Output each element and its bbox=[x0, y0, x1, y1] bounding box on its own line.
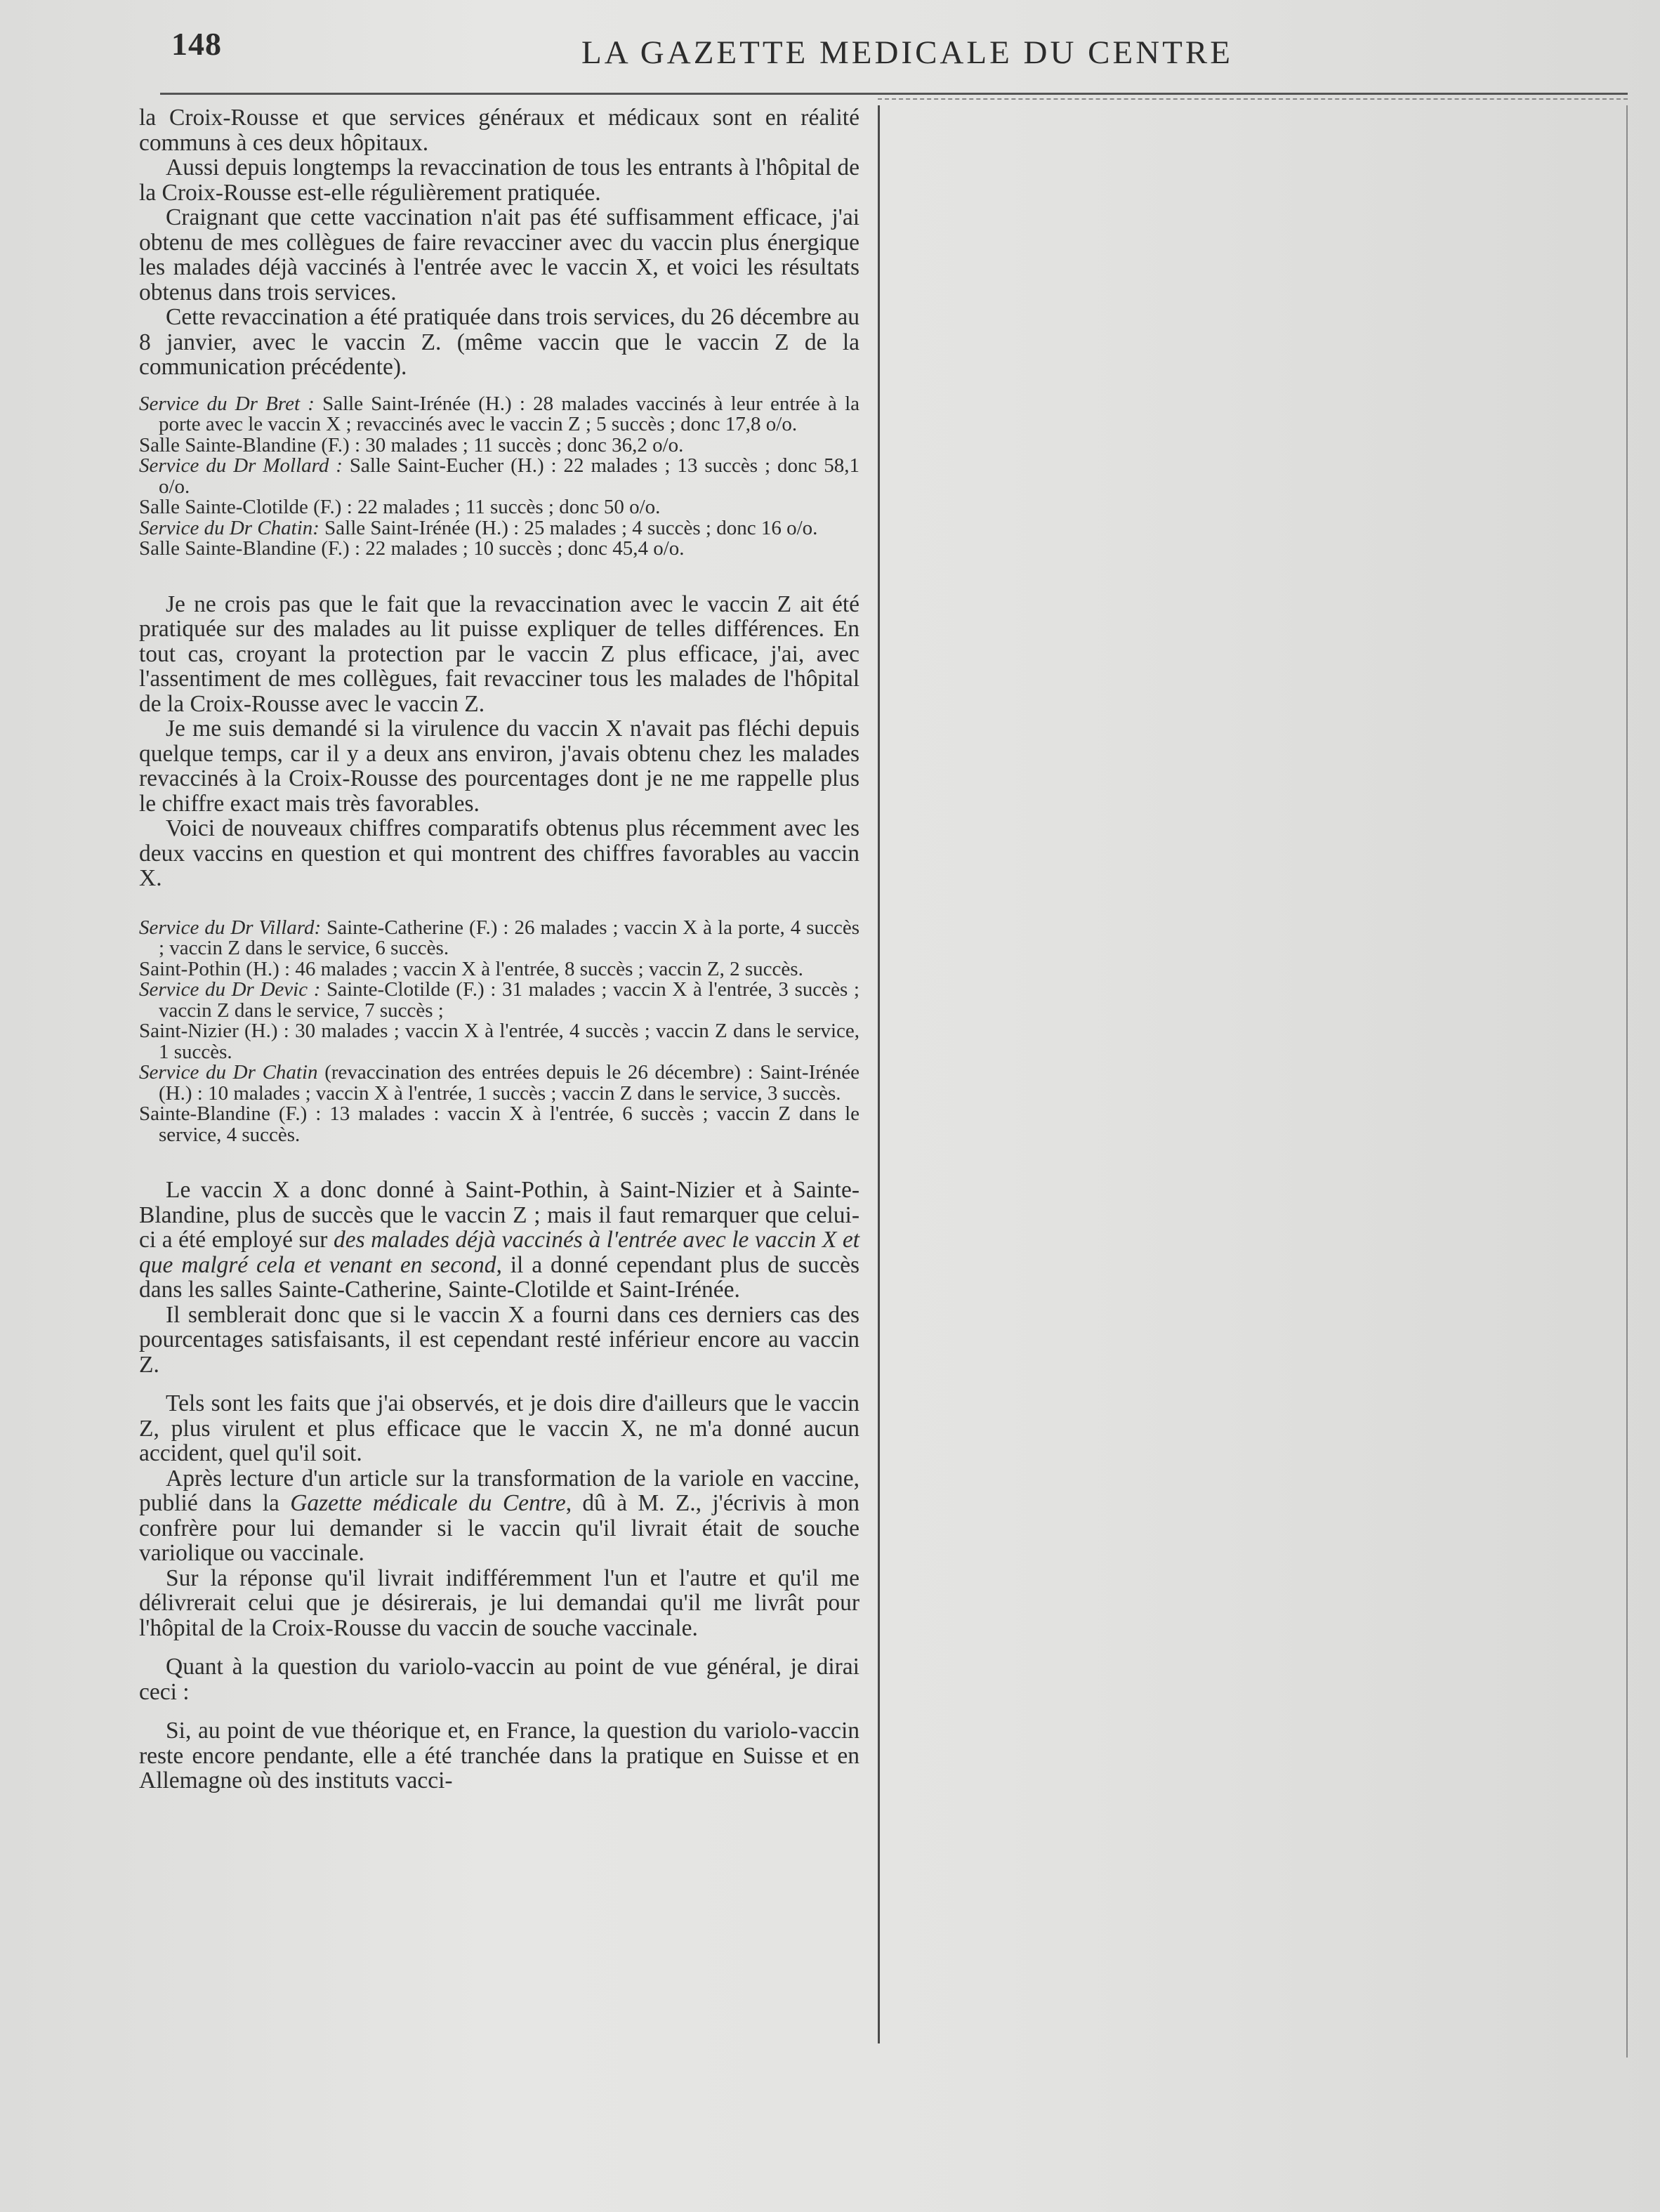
paragraph: Il semblerait donc que si le vaccin X a fourni dans ces derniers cas des pourcentages satisfaisants, il est cependant resté inférieur encore au vaccin Z. bbox=[139, 1301, 859, 1378]
result-item bbox=[139, 980, 859, 1021]
results-list-1 bbox=[139, 394, 859, 560]
paragraph: la Croix-Rousse et que services généraux et médicaux sont en réalité communs à ces deux hôpitaux. bbox=[139, 105, 859, 156]
paragraph: Craignant que cette vaccination n'ait pas été suffisamment efficace, j'ai obtenu de mes collègues de faire revacciner avec du vaccin plus énergique les malades déjà vaccinés à l'entrée avec le vaccin X, et voici les résultats obtenus dans trois services. bbox=[139, 204, 859, 305]
header-rule-dashed bbox=[878, 98, 1628, 100]
paragraph: Tels sont les faits que j'ai observés, et je dois dire d'ailleurs que le vaccin Z, plus virulent et plus efficace que le vaccin X, ne m'a donné aucun accident, quel qu'il soit. bbox=[139, 1390, 859, 1466]
result-item bbox=[139, 918, 859, 959]
text-run: Après lecture d'un article sur la transformation de la variole en vaccine, publié dans la bbox=[139, 1465, 859, 1516]
result-text: Salle Saint-Irénée (H.) : 28 malades vaccinés à leur entrée à la porte avec le vaccin X ; revaccinés avec le vaccin Z ; 5 succès ; donc 17,8 o/o. bbox=[159, 392, 859, 435]
text-run: il a donné cependant plus de succès dans les salles Sainte-Catherine, Sainte-Clotilde et Saint-Irénée. bbox=[139, 1251, 859, 1303]
column-rule bbox=[878, 105, 880, 2043]
result-text: Sainte-Catherine (F.) : 26 malades ; vaccin X à la porte, 4 succès ; vaccin Z dans le service, 6 succès. bbox=[159, 916, 859, 959]
result-item bbox=[139, 394, 859, 435]
service-label: Service du Dr Chatin: bbox=[139, 516, 320, 539]
results-list-2 bbox=[139, 918, 859, 1146]
journal-title: LA GAZETTE MEDICALE DU CENTRE bbox=[581, 34, 1233, 71]
running-header bbox=[160, 25, 1614, 74]
result-text: Saint-Nizier (H.) : 30 malades ; vaccin X à l'entrée, 4 succès ; vaccin Z dans le service, 1 succès. bbox=[139, 1020, 859, 1063]
result-item bbox=[139, 1104, 859, 1145]
service-label: Service du Dr Villard: bbox=[139, 916, 322, 939]
result-text: Sainte-Clotilde (F.) : 31 malades ; vaccin X à l'entrée, 3 succès ; vaccin Z dans le service, 7 succès ; bbox=[159, 978, 859, 1022]
paragraph: Je me suis demandé si la virulence du vaccin X n'avait pas fléchi depuis quelque temps, car il y a deux ans environ, j'avais obtenu chez les malades revaccinés à la Croix-Rousse des pourcentages dont je ne me rappelle plus le chiffre exact mais très favorables. bbox=[139, 716, 859, 817]
paragraph bbox=[139, 1178, 859, 1303]
service-label: Service du Dr Chatin bbox=[139, 1061, 318, 1084]
result-text: Salle Saint-Eucher (H.) : 22 malades ; 13 succès ; donc 58,1 o/o. bbox=[159, 454, 860, 498]
result-item bbox=[139, 1062, 859, 1104]
service-label: Service du Dr Mollard : bbox=[139, 454, 343, 477]
result-item bbox=[139, 497, 859, 518]
text-run: , dû à M. Z., j'écrivis à mon confrère pour lui demander si le vaccin qu'il livrait était de souche variolique ou vaccinale. bbox=[139, 1490, 859, 1566]
result-item bbox=[139, 456, 859, 497]
result-text: Saint-Pothin (H.) : 46 malades ; vaccin X à l'entrée, 8 succès ; vaccin Z, 2 succès. bbox=[139, 957, 803, 980]
result-item bbox=[139, 539, 859, 560]
page-number: 148 bbox=[171, 26, 222, 62]
header-rule bbox=[160, 93, 1628, 95]
service-label: Service du Dr Bret : bbox=[139, 392, 315, 415]
article-column bbox=[139, 105, 859, 1793]
result-item bbox=[139, 435, 859, 456]
result-item bbox=[139, 518, 859, 539]
result-text: Salle Sainte-Clotilde (F.) : 22 malades ; 11 succès ; donc 50 o/o. bbox=[139, 496, 661, 518]
paragraph: Sur la réponse qu'il livrait indifféremment l'un et l'autre et qu'il me délivrerait celui que je désirerais, je lui demandai qu'il me livrât pour l'hôpital de la Croix-Rousse du vaccin de souche vaccinale. bbox=[139, 1565, 859, 1641]
result-text: (revaccination des entrées depuis le 26 décembre) : Saint-Irénée (H.) : 10 malades ; vaccin X à l'entrée, 1 succès ; vaccin Z dans le service, 3 succès. bbox=[159, 1061, 860, 1105]
result-item bbox=[139, 1021, 859, 1062]
paragraph: Cette revaccination a été pratiquée dans trois services, du 26 décembre au 8 janvier, avec le vaccin Z. (même vaccin que le vaccin Z de la communication précédente). bbox=[139, 304, 859, 380]
text-run: Le vaccin X a donc donné à Saint-Pothin, à Saint-Nizier et à Sainte-Blandine, plus de succès que le vaccin Z ; mais il faut remarquer que celui-ci a été employé sur bbox=[139, 1177, 859, 1253]
paragraph: Si, au point de vue théorique et, en France, la question du variolo-vaccin reste encore pendante, elle a été tranchée dans la pratique en Suisse et en Allemagne où des instituts vacci- bbox=[139, 1718, 859, 1793]
service-label: Service du Dr Devic : bbox=[139, 978, 321, 1001]
paragraph: Je ne crois pas que le fait que la revaccination avec le vaccin Z ait été pratiquée sur des malades au lit puisse expliquer de telles différences. En tout cas, croyant la protection par le vaccin Z plus efficace, j'ai, avec l'assentiment de mes collègues, fait revacciner tous les malades de l'hôpital de la Croix-Rousse avec le vaccin Z. bbox=[139, 591, 859, 717]
result-item bbox=[139, 959, 859, 980]
paragraph: Voici de nouveaux chiffres comparatifs obtenus plus récemment avec les deux vaccins en question et qui montrent des chiffres favorables au vaccin X. bbox=[139, 815, 859, 891]
emphasis: des malades déjà vaccinés à l'entrée avec le vaccin X et que malgré cela et venant en second, bbox=[139, 1227, 859, 1278]
result-text: Salle Sainte-Blandine (F.) : 30 malades ; 11 succès ; donc 36,2 o/o. bbox=[139, 433, 684, 456]
result-text: Salle Saint-Irénée (H.) : 25 malades ; 4 succès ; donc 16 o/o. bbox=[319, 516, 818, 539]
paragraph: Aussi depuis longtemps la revaccination de tous les entrants à l'hôpital de la Croix-Rousse est-elle régulièrement pratiquée. bbox=[139, 154, 859, 206]
paragraph: Quant à la question du variolo-vaccin au point de vue général, je dirai ceci : bbox=[139, 1654, 859, 1705]
journal-citation: Gazette médicale du Centre bbox=[290, 1490, 566, 1516]
show-through-area bbox=[890, 105, 1621, 2043]
right-margin-rule bbox=[1626, 105, 1628, 2058]
paragraph bbox=[139, 1466, 859, 1566]
result-text: Salle Sainte-Blandine (F.) : 22 malades ; 10 succès ; donc 45,4 o/o. bbox=[139, 537, 685, 560]
result-text: Sainte-Blandine (F.) : 13 malades : vaccin X à l'entrée, 6 succès ; vaccin Z dans le service, 4 succès. bbox=[139, 1102, 859, 1146]
